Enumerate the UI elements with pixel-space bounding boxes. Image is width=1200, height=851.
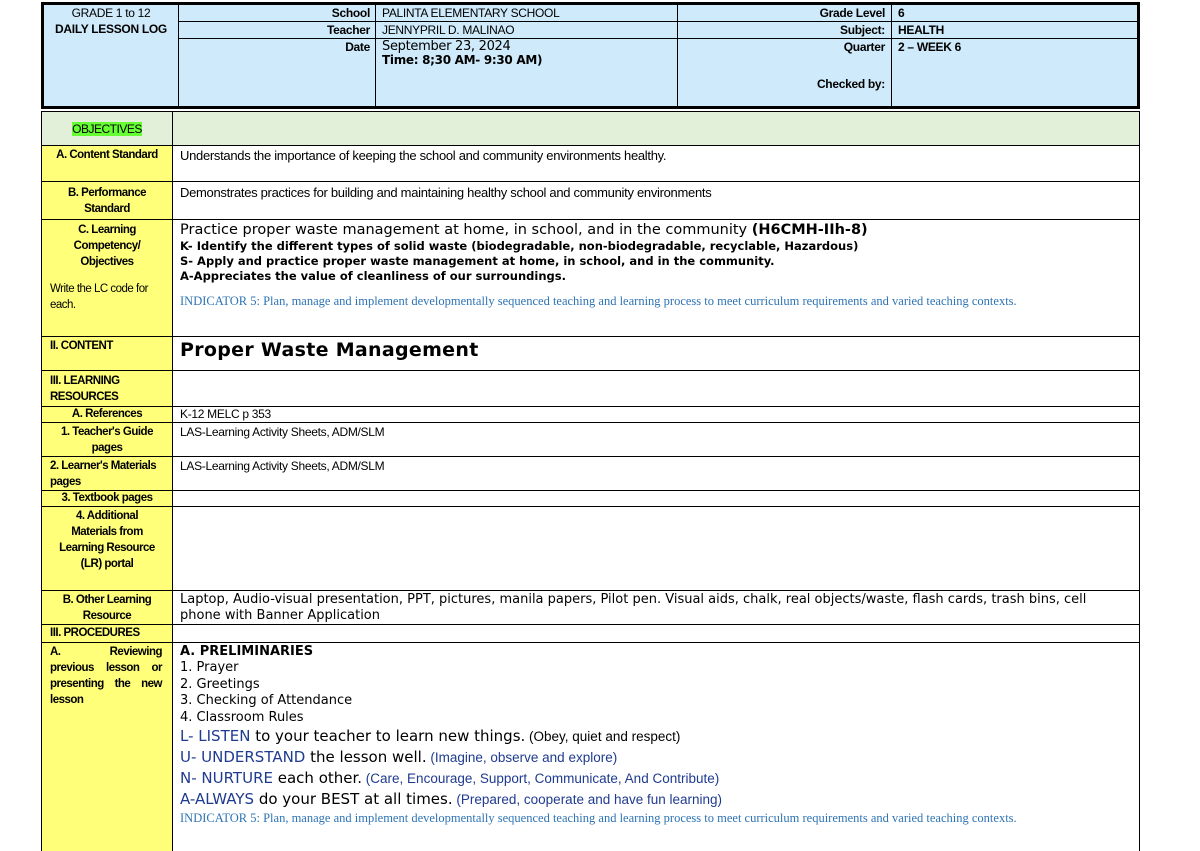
competency-label: C. Learning Competency/ Objectives	[73, 224, 141, 268]
references-label: A. References	[42, 407, 173, 422]
lesson-log-table	[41, 111, 1140, 851]
textbook-label: 3. Textbook pages	[42, 491, 173, 506]
reviewing-row	[42, 643, 1139, 851]
rule-always: A-ALWAYS do your BEST at all times. (Prepared, cooperate and have fun learning)	[180, 790, 723, 808]
time-value: Time: 8;30 AM- 9:30 AM)	[382, 53, 543, 67]
content-standard-value: Understands the importance of keeping the school and community environments healthy.	[180, 148, 667, 163]
log-title: DAILY LESSON LOG	[55, 22, 167, 36]
content-label: II. CONTENT	[42, 337, 173, 370]
preliminary-item: 4. Classroom Rules	[180, 709, 304, 725]
school-value: PALINTA ELEMENTARY SCHOOL	[382, 6, 560, 20]
learning-resources-row	[42, 371, 1139, 407]
subject-label: Subject:	[840, 23, 885, 37]
lesson-log-header	[41, 2, 1140, 109]
content-standard-label: A. Content Standard	[42, 146, 173, 181]
quarter-value: 2 – WEEK 6	[898, 40, 962, 54]
learners-materials-value: LAS-Learning Activity Sheets, ADM/SLM	[180, 459, 385, 473]
procedures-row	[42, 625, 1139, 643]
grade-level-value: 6	[898, 6, 905, 20]
other-resource-row	[42, 591, 1139, 625]
preliminary-item: 1. Prayer	[180, 660, 239, 675]
learners-materials-row	[42, 457, 1139, 491]
grades-label: GRADE 1 to 12	[71, 6, 151, 20]
preliminary-item: 3. Checking of Attendance	[180, 693, 353, 708]
rule-listen: L- LISTEN to your teacher to learn new things. (Obey, quiet and respect)	[180, 727, 681, 745]
attitude-objective: A-Appreciates the value of cleanliness of our surroundings.	[180, 269, 566, 283]
reviewing-label: A. Reviewing previous lesson or presenting the new lesson	[42, 643, 173, 851]
rule-nurture: N- NURTURE each other. (Care, Encourage, Support, Communicate, And Contribute)	[180, 769, 720, 787]
other-resource-value: Laptop, Audio-visual presentation, PPT, pictures, manila papers, Pilot pen. Visual aids, chalk, real objects/waste, flash cards, trash bins, cell phone with Banner Application	[180, 592, 1087, 623]
references-value: K-12 MELC p 353	[180, 407, 271, 421]
skill-objective: S- Apply and practice proper waste management at home, in school, and in the community.	[180, 254, 775, 268]
learning-resources-label: III. LEARNING RESOURCES	[42, 371, 173, 406]
date-label: Date	[345, 40, 370, 54]
lc-code-note: Write the LC code for each.	[50, 283, 148, 311]
additional-materials-row	[42, 507, 1139, 591]
school-label: School	[331, 6, 370, 20]
grade-level-label: Grade Level	[819, 6, 885, 20]
content-row	[42, 337, 1139, 371]
performance-standard-value: Demonstrates practices for building and maintaining healthy school and community environments	[180, 185, 712, 200]
preliminary-item: 2. Greetings	[180, 676, 260, 692]
textbook-row	[42, 491, 1139, 507]
competency-code: (H6CMH-IIh-8)	[751, 222, 868, 238]
reviewing-indicator: INDICATOR 5: Plan, manage and implement developmentally sequenced teaching and learning process to meet curriculum requirements and varied teaching contexts.	[180, 811, 1017, 825]
references-row	[42, 407, 1139, 423]
objectives-label: OBJECTIVES	[72, 122, 142, 136]
content-value: Proper Waste Management	[180, 339, 479, 361]
competency-main: Practice proper waste management at home, in school, and in the community	[180, 222, 748, 238]
competency-indicator: INDICATOR 5: Plan, manage and implement developmentally sequenced teaching and learning process to meet curriculum requirements and varied teaching contexts.	[180, 294, 1017, 308]
date-value: September 23, 2024	[382, 39, 511, 54]
other-resource-label: B. Other Learning Resource	[42, 591, 173, 624]
content-standard-row	[42, 146, 1139, 182]
quarter-label: Quarter	[843, 40, 885, 54]
teachers-guide-label: 1. Teacher's Guide pages	[42, 423, 173, 456]
objectives-row	[42, 111, 1139, 146]
learners-materials-label: 2. Learner's Materials pages	[42, 457, 173, 490]
teachers-guide-row	[42, 423, 1139, 457]
preliminaries-heading: A. PRELIMINARIES	[180, 644, 314, 659]
teacher-value: JENNYPRIL D. MALINAO	[382, 23, 515, 37]
performance-standard-row	[42, 182, 1139, 220]
checked-by-label: Checked by:	[816, 77, 885, 91]
teachers-guide-value: LAS-Learning Activity Sheets, ADM/SLM	[180, 425, 385, 439]
additional-materials-label: 4. Additional Materials from Learning Resource (LR) portal	[42, 507, 173, 590]
procedures-label: III. PROCEDURES	[42, 625, 173, 642]
subject-value: HEALTH	[898, 23, 944, 37]
knowledge-objective: K- Identify the different types of solid waste (biodegradable, non-biodegradable, recyclable, Hazardous)	[180, 239, 859, 253]
teacher-label: Teacher	[326, 23, 370, 37]
rule-understand: U- UNDERSTAND the lesson well. (Imagine, observe and explore)	[180, 748, 618, 766]
competency-row	[42, 220, 1139, 337]
performance-standard-label: B. Performance Standard	[42, 182, 173, 219]
